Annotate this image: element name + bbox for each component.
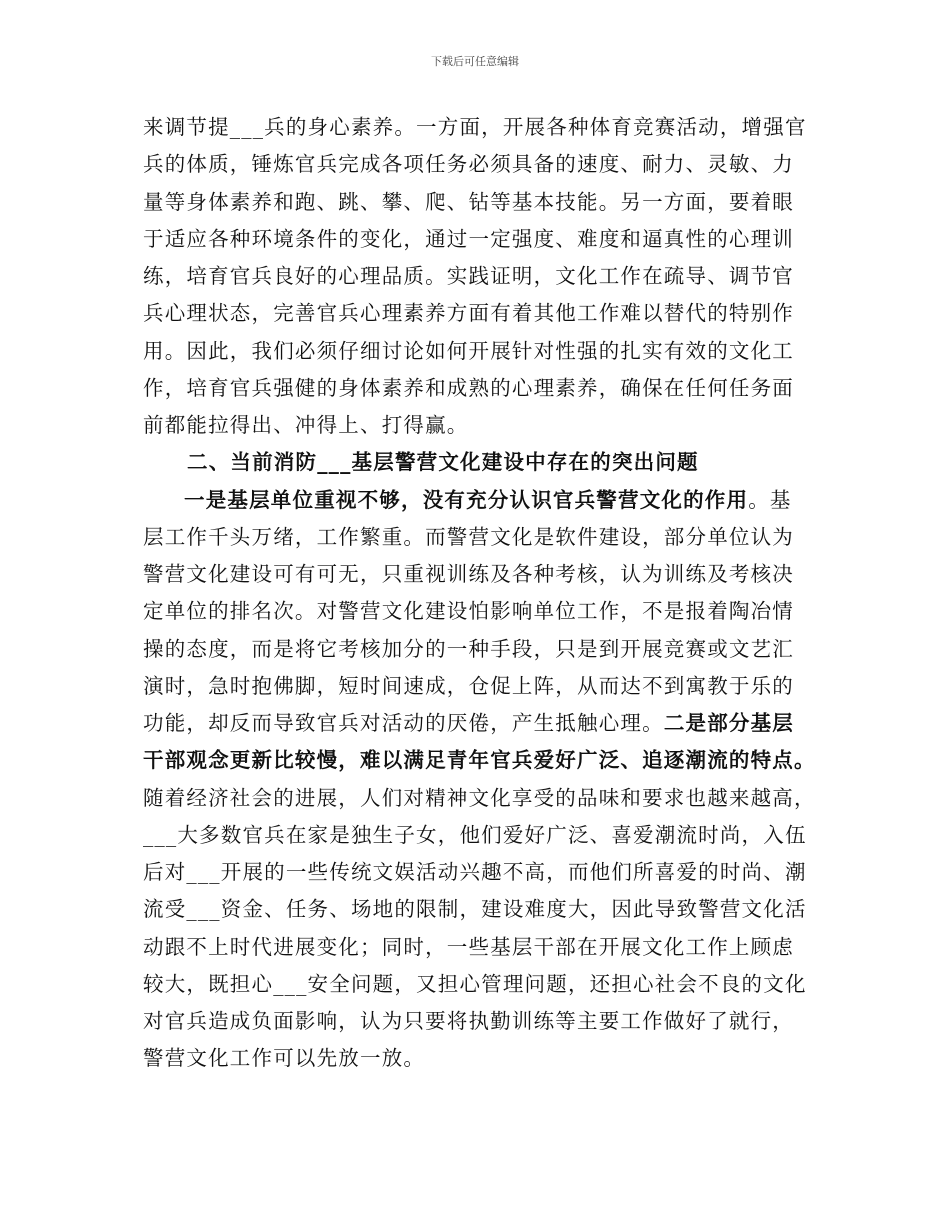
paragraph-line: ___大多数官兵在家是独生子女，他们爱好广泛、喜爱潮流时尚，入伍 — [143, 822, 807, 847]
paragraph-line: 前都能拉得出、冲得上、打得赢。 — [143, 413, 469, 437]
paragraph-line: 随着经济社会的进展，人们对精神文化享受的品味和要求也越来越高， — [143, 785, 816, 810]
point-two-bold-line: 干部观念更新比较慢，难以满足青年官兵爱好广泛、追逐潮流的特点。 — [143, 748, 816, 773]
paragraph-line: 定单位的排名次。对警营文化建设怕影响单位工作，不是报着陶冶情 — [143, 599, 794, 624]
paragraph-line: 流受___资金、任务、场地的限制，建设难度大，因此导致警营文化活 — [143, 897, 807, 922]
paragraph-line: 较大，既担心___安全问题，又担心管理问题，还担心社会不良的文化 — [143, 971, 807, 996]
paragraph-line: 来调节提___兵的身心素养。一方面，开展各种体育竞赛活动，增强官 — [143, 115, 807, 139]
paragraph-line: 动跟不上时代进展变化；同时，一些基层干部在开展文化工作上顾虑 — [143, 934, 794, 959]
paragraph-line: 演时，急时抱佛脚，短时间速成，仓促上阵，从而达不到寓教于乐的 — [143, 673, 794, 698]
paragraph-line: 警营文化建设可有可无，只重视训练及各种考核，认为训练及考核决 — [143, 562, 794, 586]
paragraph-line: 用。因此，我们必须仔细讨论如何开展针对性强的扎实有效的文化工 — [143, 338, 794, 363]
paragraph-line: 练，培育官兵良好的心理品质。实践证明，文化工作在疏导、调节官 — [143, 264, 794, 288]
point-one-rest: 。基 — [748, 487, 792, 512]
point-one-line — [143, 482, 823, 519]
document-body — [143, 109, 823, 1078]
paragraph-line: 操的态度，而是将它考核加分的一种手段，只是到开展竞赛或文艺汇 — [143, 636, 794, 661]
paragraph-line: 后对___开展的一些传统文娱活动兴趣不高，而他们所喜爱的时尚、潮 — [143, 860, 807, 884]
paragraph-line: 量等身体素养和跑、跳、攀、爬、钻等基本技能。另一方面，要着眼 — [143, 189, 794, 214]
paragraph-line: 兵心理状态，完善官兵心理素养方面有着其他工作难以替代的特别作 — [143, 301, 794, 326]
point-one-bold: 一是基层单位重视不够，没有充分认识官兵警营文化的作用 — [184, 487, 749, 512]
paragraph-line: 作，培育官兵强健的身体素养和成熟的心理素养，确保在任何任务面 — [143, 375, 794, 400]
paragraph-line: 对官兵造成负面影响，认为只要将执勤训练等主要工作做好了就行， — [143, 1009, 794, 1033]
paragraph-line: 于适应各种环境条件的变化，通过一定强度、难度和逼真性的心理训 — [143, 226, 794, 251]
mixed-line — [143, 705, 823, 742]
paragraph-line: 兵的体质，锤炼官兵完成各项任务必须具备的速度、耐力、灵敏、力 — [143, 152, 794, 177]
mixed-line-plain: 功能，却反而导致官兵对活动的厌倦，产生抵触心理。 — [143, 711, 664, 735]
point-two-bold-start: 二是部分基层 — [663, 711, 795, 735]
paragraph-line: 层工作千头万绪，工作繁重。而警营文化是软件建设，部分单位认为 — [143, 524, 794, 549]
page-header: 下载后可任意编辑 — [431, 55, 519, 68]
section-heading: 二、当前消防___基层警营文化建设中存在的突出问题 — [187, 450, 699, 475]
paragraph-line: 警营文化工作可以先放一放。 — [143, 1046, 426, 1071]
